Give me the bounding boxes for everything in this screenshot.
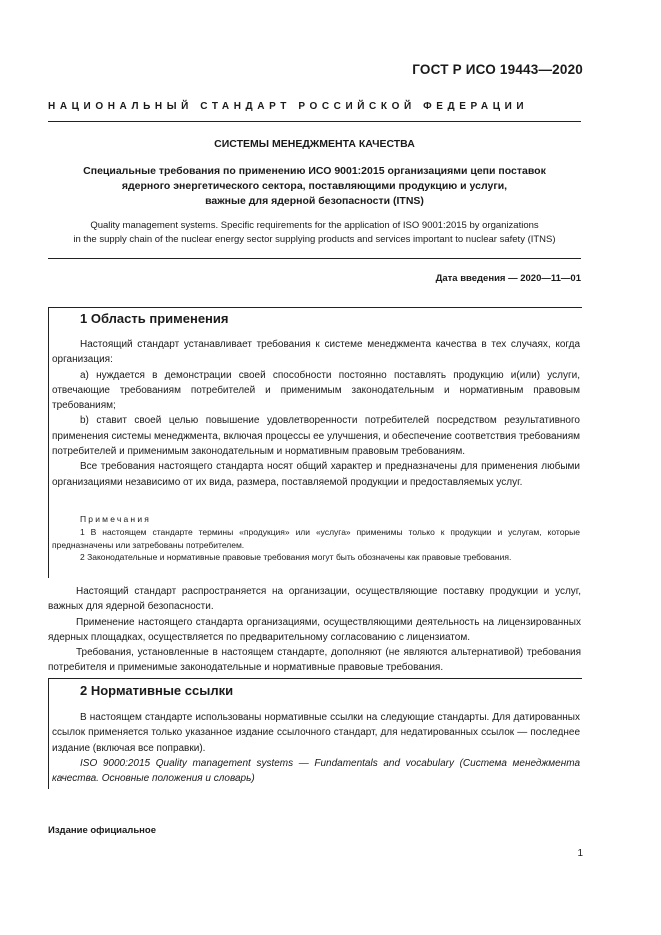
paragraph: Настоящий стандарт распространяется на организации, осуществляющие поставку продукции и услуг, важных для ядерной безопасности. bbox=[48, 586, 581, 613]
section-2-body bbox=[52, 710, 580, 786]
reference-entry: ISO 9000:2015 Quality management systems — Fundamentals and vocabulary (Система менеджмента качества. Основные положения и словарь) bbox=[52, 757, 580, 785]
paragraph: Требования, установленные в настоящем стандарте, дополняют (не являются альтернативой) требования потребителя и применимые законодательные и нормативные правовые требования. bbox=[48, 647, 581, 674]
page-number: 1 bbox=[577, 848, 583, 859]
note: 1 В настоящем стандарте термины «продукция» или «услуга» применимы только к продукции и услугам, которые предназначены или затребованы потребителем. bbox=[52, 527, 580, 550]
section-1-body bbox=[52, 337, 580, 490]
document-subtitle bbox=[48, 164, 581, 209]
subtitle-line: важные для ядерной безопасности (ITNS) bbox=[205, 195, 424, 207]
paragraph: a) нуждается в демонстрации своей способности постоянно поставлять продукцию и(или) услуги, отвечающие требованиям потребителей и применимым законодательным и нормативным правовым требованиям; bbox=[52, 369, 580, 412]
top-divider bbox=[48, 121, 581, 122]
section-1-continuation bbox=[48, 584, 581, 676]
official-edition-label: Издание официальное bbox=[48, 825, 156, 836]
paragraph: b) ставит своей целью повышение удовлетворенности потребителей посредством результативного применения системы менеджмента, включая процессы ее улучшения, и обеспечение соответствия требованиям потребителей и применимым законодательным и нормативным правовым требованиям. bbox=[52, 415, 580, 458]
standard-designation: ГОСТ Р ИСО 19443—2020 bbox=[412, 62, 583, 77]
english-title-line: Quality management systems. Specific requirements for the application of ISO 9001:2015 by organizations bbox=[90, 220, 539, 231]
paragraph: В настоящем стандарте использованы нормативные ссылки на следующие стандарты. Для датированных ссылок применяется только указанное издание ссылочного стандарт, для недатированных ссылок — последнее издание (включая все поправки). bbox=[52, 712, 580, 754]
notes-heading: Примечания bbox=[80, 514, 152, 524]
title-divider bbox=[48, 258, 581, 259]
paragraph: Настоящий стандарт устанавливает требования к системе менеджмента качества в тех случаях, когда организация: bbox=[52, 339, 580, 366]
english-title-line: in the supply chain of the nuclear energy sector supplying products and services important to nuclear safety (ITNS) bbox=[73, 234, 556, 245]
note: 2 Законодательные и нормативные правовые требования могут быть обозначены как правовые требования. bbox=[80, 551, 512, 562]
paragraph: Все требования настоящего стандарта носят общий характер и предназначены для применения любыми организациями независимо от их вида, размера, поставляемой продукции и предоставляемых услуг. bbox=[52, 461, 580, 488]
subtitle-line: ядерного энергетического сектора, поставляющими продукцию и услуги, bbox=[121, 180, 508, 192]
section-1-notes bbox=[52, 513, 580, 563]
section-2-heading: 2 Нормативные ссылки bbox=[80, 683, 234, 698]
document-title: СИСТЕМЫ МЕНЕДЖМЕНТА КАЧЕСТВА bbox=[214, 138, 415, 150]
introduction-date: Дата введения — 2020—11—01 bbox=[435, 273, 581, 284]
national-standard-banner: НАЦИОНАЛЬНЫЙ СТАНДАРТ РОССИЙСКОЙ ФЕДЕРАЦИИ bbox=[48, 101, 529, 112]
subtitle-line: Специальные требования по применению ИСО 9001:2015 организациями цепи поставок bbox=[83, 165, 546, 177]
section-1-heading: 1 Область применения bbox=[80, 311, 229, 326]
paragraph: Применение настоящего стандарта организациями, осуществляющими деятельность на лицензированных ядерных площадках, осуществляется по предварительному согласованию с лицензиатом. bbox=[48, 616, 581, 643]
english-title bbox=[48, 219, 581, 247]
